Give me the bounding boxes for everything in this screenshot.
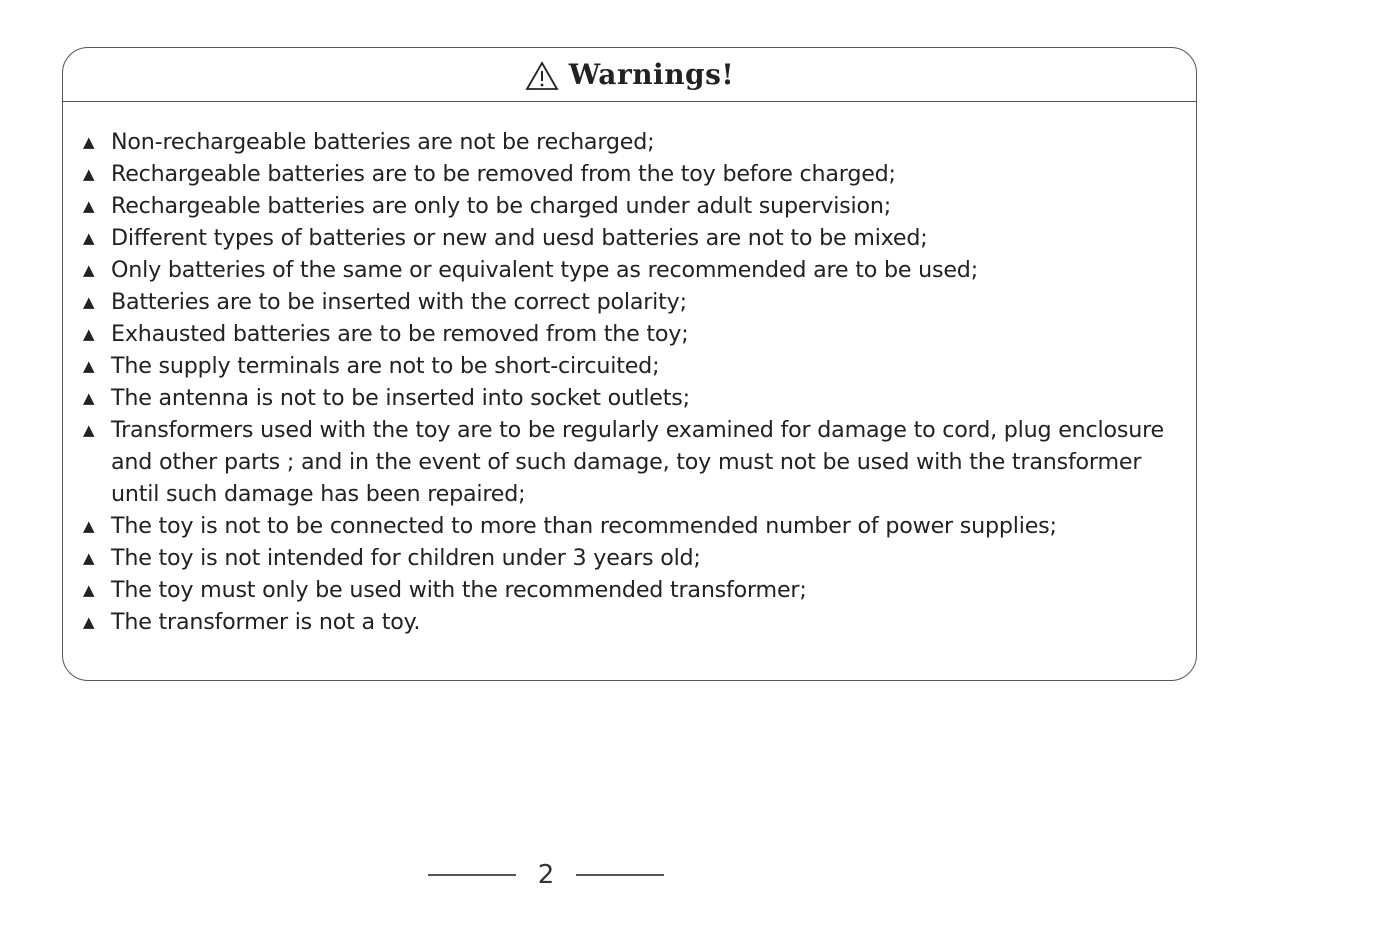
warning-item [81,286,1186,318]
warning-item-text: Non-rechargeable batteries are not be recharged; [111,129,655,155]
warning-item-text: Rechargeable batteries are to be removed from the toy before charged; [111,161,896,187]
triangle-bullet-icon: ▲ [83,197,95,215]
triangle-bullet-icon: ▲ [83,357,95,375]
triangle-bullet-icon: ▲ [83,293,95,311]
warning-item-text: Transformers used with the toy are to be regularly examined for damage to cord, plug enclosure and other parts ; and in the event of such damage, toy must not be used with the transformer until such damage has been repaired; [111,417,1164,507]
warning-item-text: The toy is not intended for children under 3 years old; [111,545,701,571]
warning-item [81,222,1186,254]
page-footer [428,858,664,892]
warning-item-text: Rechargeable batteries are only to be charged under adult supervision; [111,193,892,219]
triangle-bullet-icon: ▲ [83,133,95,151]
warning-item [81,318,1186,350]
warning-item-text: The toy must only be used with the recommended transformer; [111,577,807,603]
triangle-bullet-icon: ▲ [83,581,95,599]
triangle-bullet-icon: ▲ [83,261,95,279]
warnings-header [63,48,1196,102]
warning-item-text: Only batteries of the same or equivalent type as recommended are to be used; [111,257,978,283]
triangle-bullet-icon: ▲ [83,517,95,535]
warning-item [81,158,1186,190]
triangle-bullet-icon: ▲ [83,613,95,631]
warning-item [81,414,1186,510]
triangle-bullet-icon: ▲ [83,421,95,439]
warning-item-text: The supply terminals are not to be short-circuited; [111,353,660,379]
warning-item-text: The toy is not to be connected to more than recommended number of power supplies; [111,513,1057,539]
warning-item [81,606,1186,638]
warnings-list [81,126,1186,638]
warning-item [81,510,1186,542]
warning-item [81,574,1186,606]
warning-item [81,542,1186,574]
warning-item-text: Exhausted batteries are to be removed from the toy; [111,321,689,347]
warning-item [81,126,1186,158]
warnings-title: Warnings! [568,58,735,91]
triangle-bullet-icon: ▲ [83,165,95,183]
triangle-bullet-icon: ▲ [83,229,95,247]
warning-item-text: The antenna is not to be inserted into socket outlets; [111,385,690,411]
footer-rule-left [428,874,516,876]
warning-item [81,190,1186,222]
warning-item [81,382,1186,414]
triangle-bullet-icon: ▲ [83,389,95,407]
warning-item-text: Different types of batteries or new and uesd batteries are not to be mixed; [111,225,928,251]
warning-item-text: The transformer is not a toy. [111,609,421,635]
warning-item-text: Batteries are to be inserted with the correct polarity; [111,289,687,315]
warning-triangle-icon [525,61,559,91]
warnings-box [62,47,1197,681]
triangle-bullet-icon: ▲ [83,325,95,343]
warning-item [81,254,1186,286]
warning-item [81,350,1186,382]
page-number: 2 [537,860,555,890]
footer-rule-right [576,874,664,876]
triangle-bullet-icon: ▲ [83,549,95,567]
